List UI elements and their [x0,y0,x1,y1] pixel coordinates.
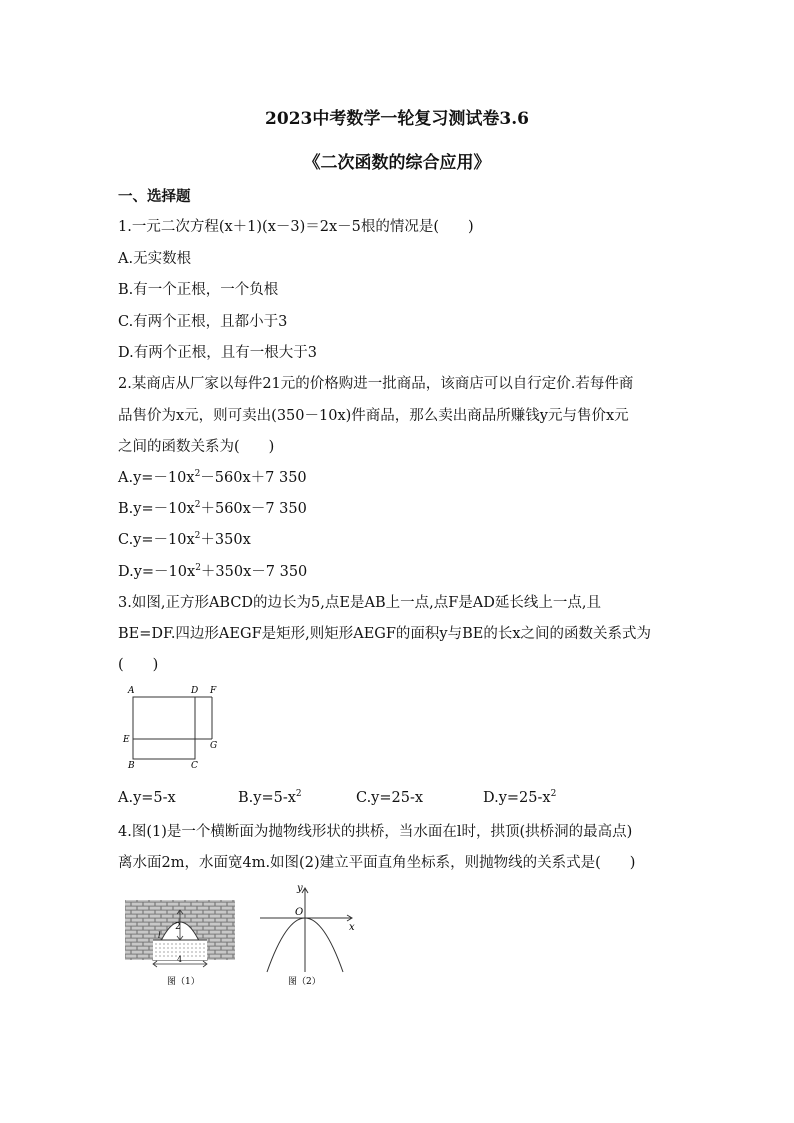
square-rectangle-figure [118,682,228,772]
question-2-option-b: $B.y=-10x^2+560x-7$ 350 [118,500,307,517]
figure-2-caption: 图（2） [288,977,321,987]
question-3-option-d: $D.y=25-x^2$ [483,789,557,806]
paper-subtitle: 《二次函数的综合应用》 [303,153,491,173]
question-2-stem-line-1: 2.某商店从厂家以每件21元的价格购进一批商品，该商店可以自行定价.若每件商 [118,376,634,392]
section-heading: 一、选择题 [118,188,191,205]
arch-height-label: 2 [175,922,181,932]
label-a: A [128,686,135,696]
question-3-stem-line-2: BE=DF.四边形AEGF是矩形,则矩形AEGF的面积y与BE的长x之间的函数关系式为 [118,626,652,642]
label-d: D [191,686,199,696]
question-3-option-c: C.y=25-x [356,789,424,806]
question-1-option-d: D.有两个正根，且有一根大于3 [118,345,317,361]
question-2-option-d: $D.y=-10x^2+350x-7$ 350 [118,563,308,580]
question-4-stem-line-1: 4.图(1)是一个横断面为抛物线形状的拱桥，当水面在l时，拱顶(拱桥洞的最高点) [118,824,633,840]
figure-1-caption: 图（1） [167,977,200,987]
question-3-stem-line-3: ( ) [118,657,159,673]
origin-label: O [295,907,304,918]
label-b: B [128,761,135,771]
question-2-option-c: $C.y=-10x^2+350x$ [118,531,251,548]
x-axis-label: x [349,922,355,933]
arch-bridge-figure [125,898,237,990]
label-f: F [210,686,217,696]
question-3-option-b: $B.y=5-x^2$ [238,789,302,806]
question-4-stem-line-2: 离水面2m，水面宽4m.如图(2)建立平面直角坐标系，则抛物线的关系式是( ) [118,855,636,871]
water-level-label: l [158,931,161,940]
label-c: C [191,761,198,771]
question-3-stem-line-1: 3.如图,正方形ABCD的边长为5,点E是AB上一点,点F是AD延长线上一点,且 [118,595,601,611]
label-g: G [210,741,218,751]
question-1-stem: 1.一元二次方程(x＋1)(x－3)＝2x－5根的情况是( ) [118,219,474,235]
question-1-option-a: A.无实数根 [118,251,192,267]
question-2-stem-line-2: 品售价为x元，则可卖出(350－10x)件商品，那么卖出商品所赚钱y元与售价x元 [118,408,629,424]
question-2-stem-line-3: 之间的函数关系为( ) [118,439,275,455]
question-3-option-a: A.y=5-x [118,789,176,806]
paper-title: 2023中考数学一轮复习测试卷3.6 [265,109,529,129]
question-1-option-c: C.有两个正根，且都小于3 [118,314,288,330]
parabola-coordinate-figure [250,880,365,990]
arch-width-label: 4 [177,955,183,964]
y-axis-label: y [297,883,303,894]
label-e: E [123,735,130,745]
question-1-option-b: B.有一个正根，一个负根 [118,282,279,298]
question-2-option-a: $A.y=-10x^2-560x+7$ 350 [118,469,307,486]
